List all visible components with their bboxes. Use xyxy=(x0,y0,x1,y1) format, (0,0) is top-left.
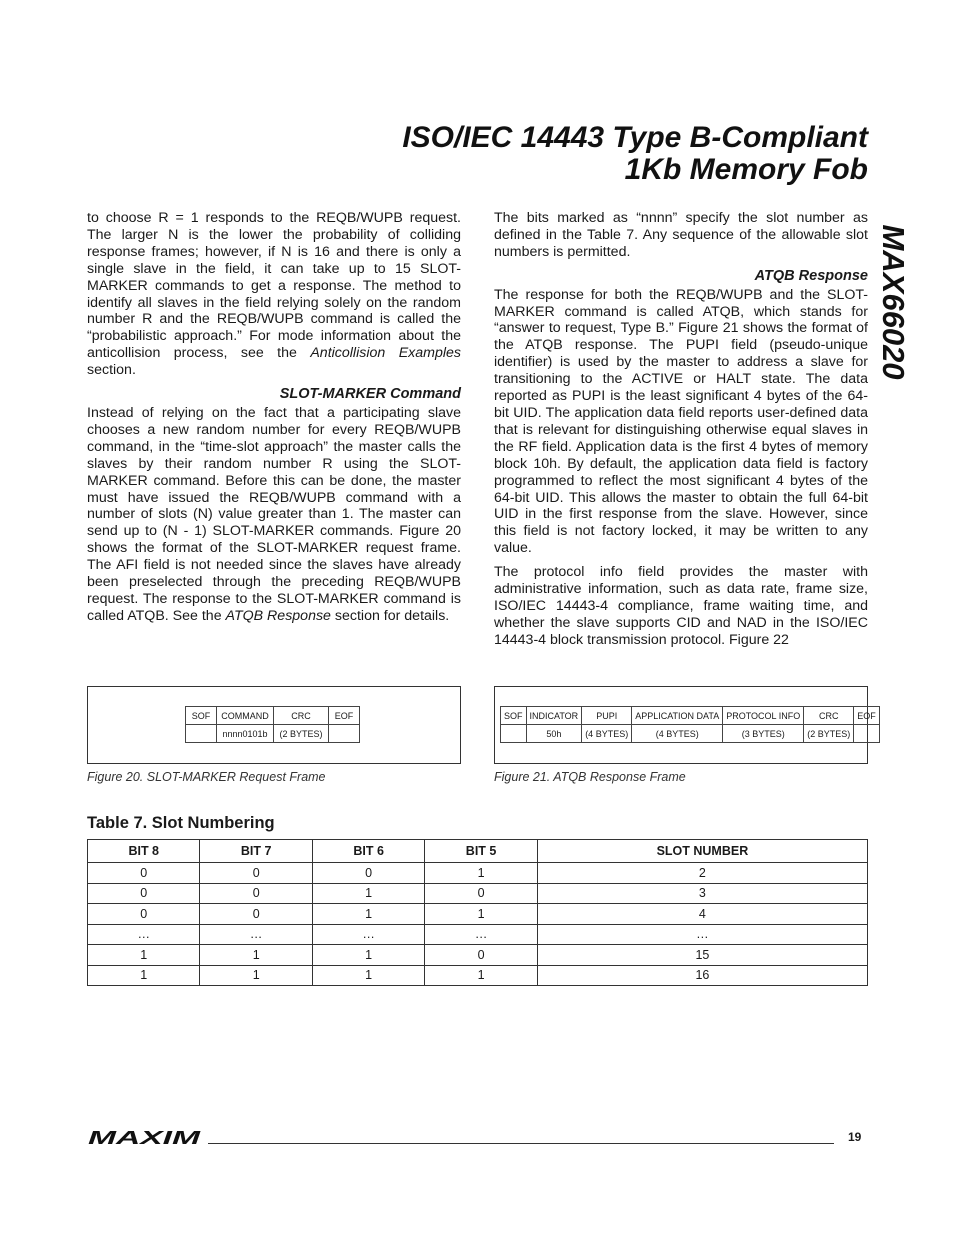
frame-field-value: (3 BYTES) xyxy=(723,725,804,743)
table-cell: 16 xyxy=(537,965,867,986)
frame-field-header: INDICATOR xyxy=(526,707,582,725)
page-number: 19 xyxy=(848,1130,862,1144)
slot-numbering-table xyxy=(87,839,868,986)
table-cell: 1 xyxy=(312,904,424,925)
frame-field-value xyxy=(329,725,360,743)
right-paragraph-1: The bits marked as “nnnn” specify the slot number as defined in the Table 7. Any sequence of the allowable slot numbers is permitted. xyxy=(494,210,868,260)
maxim-logo xyxy=(86,1129,202,1147)
atqb-frame-table xyxy=(500,706,880,743)
frame-field-header: EOF xyxy=(854,707,880,725)
table-row xyxy=(88,904,868,925)
table-cell: 1 xyxy=(425,863,537,884)
frame-field-value xyxy=(501,725,527,743)
left-paragraph-1 xyxy=(87,210,461,379)
atqb-response-heading: ATQB Response xyxy=(754,267,868,284)
frame-field-header: EOF xyxy=(329,707,360,725)
table-cell: 1 xyxy=(200,965,312,986)
left-p2-tail: section for details. xyxy=(330,607,450,624)
frame-field-value xyxy=(186,725,217,743)
table-row xyxy=(88,924,868,945)
table-cell: 1 xyxy=(425,904,537,925)
figure-21-box xyxy=(494,686,876,764)
table-cell: 1 xyxy=(312,945,424,966)
frame-field-header: SOF xyxy=(186,707,217,725)
frame-field-header: PROTOCOL INFO xyxy=(723,707,804,725)
frame-field-value: (4 BYTES) xyxy=(632,725,723,743)
footer-rule xyxy=(208,1143,834,1144)
figure-20-box xyxy=(87,686,461,764)
frame-field-value xyxy=(854,725,880,743)
atqb-response-ref: ATQB Response xyxy=(225,607,331,624)
side-part-number xyxy=(863,212,923,392)
table-cell: 1 xyxy=(312,883,424,904)
table-cell: 0 xyxy=(200,883,312,904)
table-cell: 1 xyxy=(88,965,200,986)
frame-field-header: SOF xyxy=(501,707,527,725)
table-cell: 4 xyxy=(537,904,867,925)
figure-20-caption: Figure 20. SLOT-MARKER Request Frame xyxy=(87,770,326,784)
part-number-label: MAX66020 xyxy=(876,224,911,380)
table-cell: 3 xyxy=(537,883,867,904)
figure-21-caption: Figure 21. ATQB Response Frame xyxy=(494,770,686,784)
table-header-row xyxy=(88,840,868,863)
table-cell: 1 xyxy=(312,965,424,986)
table-cell: … xyxy=(425,924,537,945)
table-cell: 0 xyxy=(88,904,200,925)
slot-marker-heading: SLOT-MARKER Command xyxy=(279,386,461,403)
frame-field-value: (2 BYTES) xyxy=(804,725,854,743)
title-line-2: 1Kb Memory Fob xyxy=(624,153,868,186)
frame-field-value: (4 BYTES) xyxy=(582,725,632,743)
table-cell: 0 xyxy=(200,863,312,884)
frame-field-header: CRC xyxy=(274,707,329,725)
frame-field-value: 50h xyxy=(526,725,582,743)
table-cell: 1 xyxy=(88,945,200,966)
frame-value-row xyxy=(501,725,880,743)
table-cell: 0 xyxy=(200,904,312,925)
frame-header-row xyxy=(186,707,360,725)
page-title xyxy=(402,122,868,186)
title-line-1: ISO/IEC 14443 Type B-Compliant xyxy=(402,121,868,154)
table-cell: 15 xyxy=(537,945,867,966)
table-cell: … xyxy=(88,924,200,945)
left-column xyxy=(87,210,461,632)
table-cell: 0 xyxy=(312,863,424,884)
table-cell: 1 xyxy=(200,945,312,966)
frame-field-header: APPLICATION DATA xyxy=(632,707,723,725)
right-column xyxy=(494,210,868,656)
column-header: SLOT NUMBER xyxy=(537,840,867,863)
slot-marker-frame-table xyxy=(185,706,360,743)
table-7-title: Table 7. Slot Numbering xyxy=(87,814,275,832)
table-cell: … xyxy=(537,924,867,945)
frame-value-row xyxy=(186,725,360,743)
svg-text:MAXIM: MAXIM xyxy=(88,1129,202,1147)
left-p1-tail: section. xyxy=(87,362,136,379)
frame-field-value: nnnn0101b xyxy=(217,725,274,743)
table-cell: 0 xyxy=(88,863,200,884)
left-p1-text: to choose R = 1 responds to the REQB/WUPB request. The larger N is the lower the probability of colliding response frames; however, if N is 16 and there is only a single slave in the field, it can take up to 15 SLOT-MARKER commands to get a response. The method to identify all slaves in the field relying solely on the random number R and the REQB/WUPB command is called the “probabilistic approach.” For mode information about the anticollision process, see the xyxy=(87,210,461,362)
right-paragraph-3: The protocol info field provides the master with administrative information, such as data rate, frame size, ISO/IEC 14443-4 compliance, frame waiting time, and whether the slave supports CID and NAD in the ISO/IEC 14443-4 block transmission protocol. Figure 22 xyxy=(494,564,868,648)
frame-field-value: (2 BYTES) xyxy=(274,725,329,743)
table-cell: 0 xyxy=(425,883,537,904)
table-cell: 1 xyxy=(425,965,537,986)
frame-header-row xyxy=(501,707,880,725)
table-cell: … xyxy=(312,924,424,945)
left-p2-text: Instead of relying on the fact that a participating slave chooses a new random number for every REQB/WUPB command, in the “time-slot approach” the master calls the slaves by their random number R using the SLOT-MARKER command. Before this can be done, the master must have issued the REQB/WUPB command with a number of slots (N) value greater than 1. The master can send up to (N - 1) SLOT-MARKER commands. Figure 20 shows the format of the SLOT-MARKER request frame. The AFI field is not needed since the slaves have already been preselected through the preceding REQB/WUPB request. The response to the SLOT-MARKER command is called ATQB. See the xyxy=(87,404,461,624)
table-row xyxy=(88,863,868,884)
left-paragraph-2 xyxy=(87,405,461,625)
column-header: BIT 7 xyxy=(200,840,312,863)
right-paragraph-2: The response for both the REQB/WUPB and the SLOT-MARKER command is called ATQB, which stands for “answer to request, Type B.” Figure 21 shows the format of the ATQB response. The PUPI field (pseudo-unique identifier) is used by the master to address a slave for transitioning to the ACTIVE or HALT state. The data reported as PUPI is the least significant 4 bytes of the 64-bit UID. The application data field reports user-defined data that is relevant for distinguishing otherwise equal slaves in the RF field. Application data is the first 4 bytes of memory block 10h. By default, the application data field is factory programmed to reflect the most significant 4 bytes of the 64-bit UID. This allows the master to obtain the full 64-bit UID in the first response from the slave. However, since this field is not factory locked, it may be written to any value. xyxy=(494,286,868,557)
frame-field-header: PUPI xyxy=(582,707,632,725)
frame-field-header: CRC xyxy=(804,707,854,725)
column-header: BIT 6 xyxy=(312,840,424,863)
table-row xyxy=(88,883,868,904)
column-header: BIT 5 xyxy=(425,840,537,863)
frame-field-header: COMMAND xyxy=(217,707,274,725)
column-header: BIT 8 xyxy=(88,840,200,863)
table-cell: 2 xyxy=(537,863,867,884)
table-cell: … xyxy=(200,924,312,945)
table-row xyxy=(88,945,868,966)
table-cell: 0 xyxy=(88,883,200,904)
table-cell: 0 xyxy=(425,945,537,966)
anticollision-examples-ref: Anticollision Examples xyxy=(310,345,461,362)
table-row xyxy=(88,965,868,986)
